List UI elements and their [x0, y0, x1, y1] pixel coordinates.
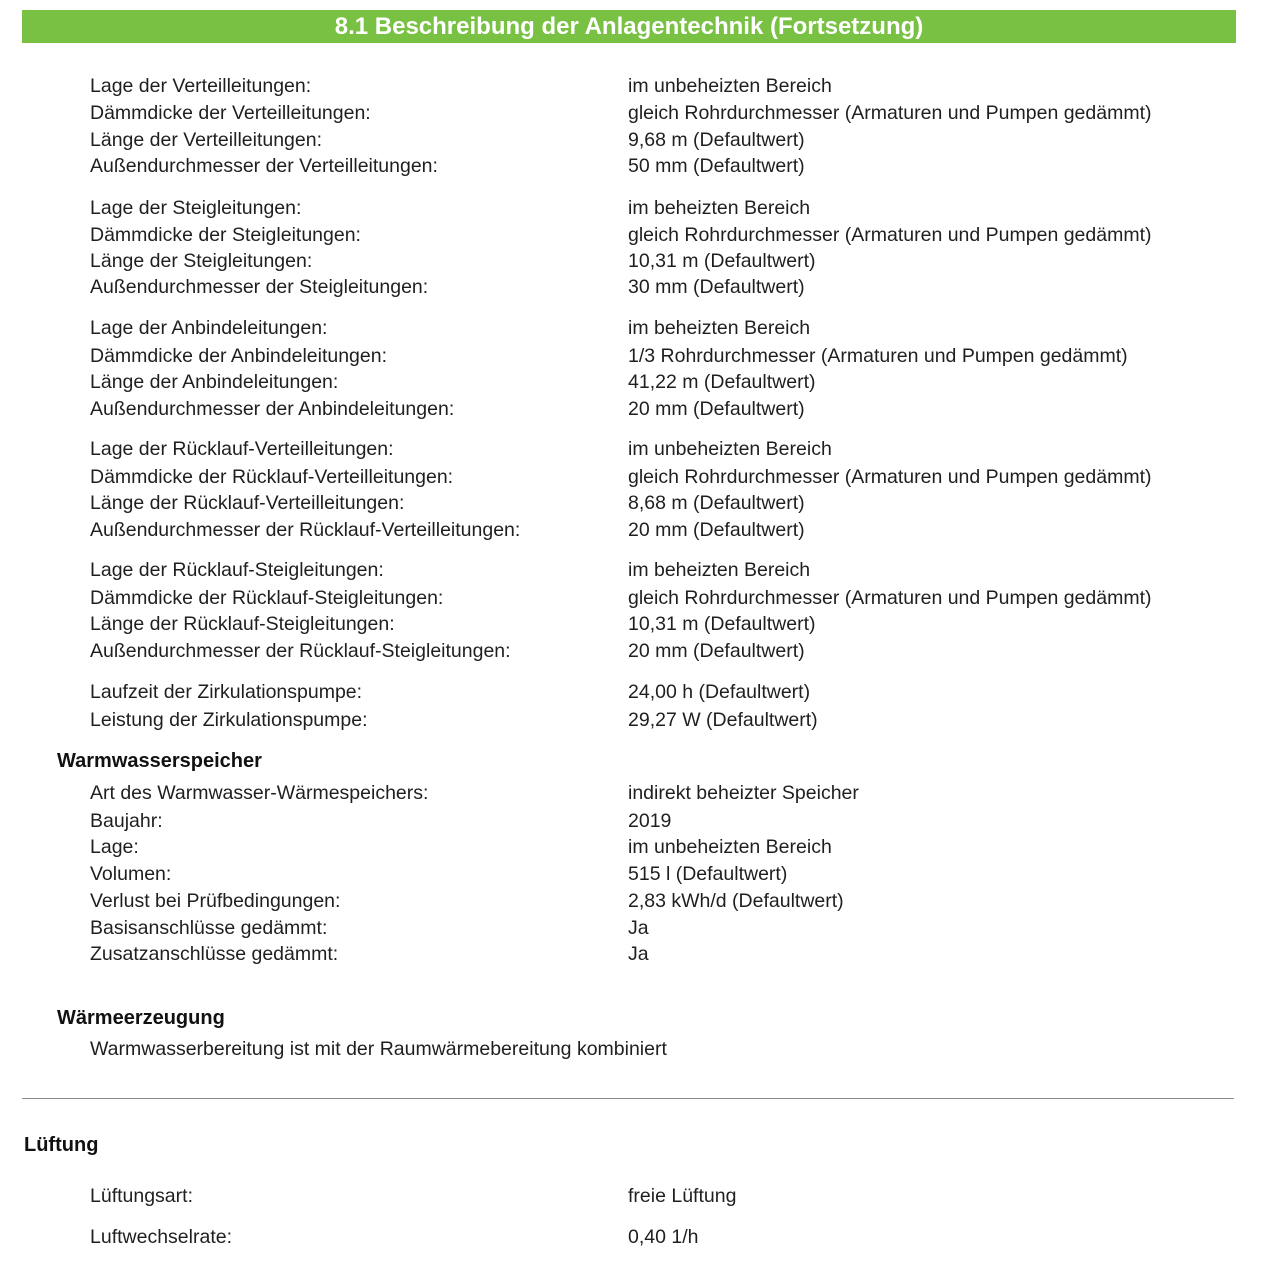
row-label: Dämmdicke der Steigleitungen:	[90, 224, 361, 246]
detail-row	[0, 1224, 1280, 1250]
row-value: 50 mm (Defaultwert)	[628, 155, 805, 177]
row-label: Lage der Anbindeleitungen:	[90, 317, 328, 339]
detail-row	[0, 707, 1280, 733]
row-value: im unbeheizten Bereich	[628, 75, 832, 97]
detail-row	[0, 436, 1280, 462]
row-label: Außendurchmesser der Steigleitungen:	[90, 276, 429, 298]
ventilation-title: Lüftung	[24, 1134, 99, 1156]
row-value: 515 l (Defaultwert)	[628, 863, 788, 885]
row-label: Länge der Verteilleitungen:	[90, 129, 323, 151]
section-title: 8.1 Beschreibung der Anlagentechnik (Fortsetzung)	[334, 13, 924, 40]
row-value: gleich Rohrdurchmesser (Armaturen und Pumpen gedämmt)	[628, 466, 1152, 488]
row-label: Lage der Rücklauf-Steigleitungen:	[90, 559, 384, 581]
row-label: Lage der Rücklauf-Verteilleitungen:	[90, 438, 394, 460]
row-value: indirekt beheizter Speicher	[628, 782, 859, 804]
row-label: Außendurchmesser der Verteilleitungen:	[90, 155, 438, 177]
detail-row	[0, 861, 1280, 887]
detail-row	[0, 517, 1280, 543]
row-value: 41,22 m (Defaultwert)	[628, 371, 816, 393]
row-label: Länge der Anbindeleitungen:	[90, 371, 339, 393]
detail-row	[0, 195, 1280, 221]
row-label: Länge der Steigleitungen:	[90, 250, 313, 272]
detail-row	[0, 490, 1280, 516]
generation-text: Warmwasserbereitung ist mit der Raumwärmebereitung kombiniert	[90, 1038, 667, 1060]
detail-row	[0, 274, 1280, 300]
detail-row	[0, 73, 1280, 99]
row-label: Länge der Rücklauf-Steigleitungen:	[90, 613, 395, 635]
row-label: Baujahr:	[90, 810, 163, 832]
detail-row	[0, 369, 1280, 395]
row-label: Außendurchmesser der Rücklauf-Steigleitungen:	[90, 640, 511, 662]
detail-row	[0, 127, 1280, 153]
detail-row	[0, 248, 1280, 274]
detail-row	[0, 888, 1280, 914]
row-label: Dämmdicke der Verteilleitungen:	[90, 102, 371, 124]
row-value: 0,40 1/h	[628, 1226, 699, 1248]
row-value: 20 mm (Defaultwert)	[628, 519, 805, 541]
row-label: Außendurchmesser der Rücklauf-Verteilleitungen:	[90, 519, 521, 541]
row-label: Länge der Rücklauf-Verteilleitungen:	[90, 492, 405, 514]
detail-row	[0, 915, 1280, 941]
row-label: Zusatzanschlüsse gedämmt:	[90, 943, 339, 965]
detail-row	[0, 222, 1280, 248]
row-value: gleich Rohrdurchmesser (Armaturen und Pumpen gedämmt)	[628, 102, 1152, 124]
detail-row	[0, 941, 1280, 967]
row-value: 20 mm (Defaultwert)	[628, 398, 805, 420]
row-value: 10,31 m (Defaultwert)	[628, 250, 816, 272]
detail-row	[0, 780, 1280, 806]
row-label: Volumen:	[90, 863, 172, 885]
row-label: Verlust bei Prüfbedingungen:	[90, 890, 341, 912]
detail-row	[0, 611, 1280, 637]
row-value: 10,31 m (Defaultwert)	[628, 613, 816, 635]
row-value: 24,00 h (Defaultwert)	[628, 681, 811, 703]
row-value: im beheizten Bereich	[628, 197, 811, 219]
row-value: im unbeheizten Bereich	[628, 438, 832, 460]
row-value: gleich Rohrdurchmesser (Armaturen und Pumpen gedämmt)	[628, 587, 1152, 609]
detail-row	[0, 315, 1280, 341]
storage-heading: Warmwasserspeicher	[57, 750, 262, 772]
row-label: Laufzeit der Zirkulationspumpe:	[90, 681, 363, 703]
row-value: 9,68 m (Defaultwert)	[628, 129, 805, 151]
row-label: Dämmdicke der Rücklauf-Verteilleitungen:	[90, 466, 454, 488]
row-label: Lage:	[90, 836, 139, 858]
row-value: 8,68 m (Defaultwert)	[628, 492, 805, 514]
detail-row	[0, 100, 1280, 126]
section-header	[22, 10, 1236, 43]
detail-row	[0, 679, 1280, 705]
row-value: Ja	[628, 943, 649, 965]
row-label: Art des Warmwasser-Wärmespeichers:	[90, 782, 429, 804]
row-label: Lage der Steigleitungen:	[90, 197, 302, 219]
row-label: Lage der Verteilleitungen:	[90, 75, 312, 97]
row-label: Leistung der Zirkulationspumpe:	[90, 709, 368, 731]
row-value: freie Lüftung	[628, 1185, 737, 1207]
row-value: im beheizten Bereich	[628, 317, 811, 339]
row-label: Basisanschlüsse gedämmt:	[90, 917, 328, 939]
detail-row	[0, 585, 1280, 611]
row-value: im unbeheizten Bereich	[628, 836, 832, 858]
row-value: 30 mm (Defaultwert)	[628, 276, 805, 298]
row-value: im beheizten Bereich	[628, 559, 811, 581]
row-value: Ja	[628, 917, 649, 939]
row-value: gleich Rohrdurchmesser (Armaturen und Pumpen gedämmt)	[628, 224, 1152, 246]
row-value: 2019	[628, 810, 672, 832]
row-value: 2,83 kWh/d (Defaultwert)	[628, 890, 844, 912]
detail-row	[0, 557, 1280, 583]
row-label: Luftwechselrate:	[90, 1226, 232, 1248]
detail-row	[0, 808, 1280, 834]
row-label: Lüftungsart:	[90, 1185, 193, 1207]
row-label: Außendurchmesser der Anbindeleitungen:	[90, 398, 455, 420]
row-label: Dämmdicke der Rücklauf-Steigleitungen:	[90, 587, 444, 609]
detail-row	[0, 153, 1280, 179]
row-value: 20 mm (Defaultwert)	[628, 640, 805, 662]
detail-row	[0, 834, 1280, 860]
row-label: Dämmdicke der Anbindeleitungen:	[90, 345, 388, 367]
detail-row	[0, 1183, 1280, 1209]
detail-row	[0, 638, 1280, 664]
generation-heading: Wärmeerzeugung	[57, 1007, 225, 1029]
detail-row	[0, 396, 1280, 422]
detail-row	[0, 343, 1280, 369]
divider	[22, 1098, 1234, 1099]
detail-row	[0, 464, 1280, 490]
row-value: 29,27 W (Defaultwert)	[628, 709, 818, 731]
row-value: 1/3 Rohrdurchmesser (Armaturen und Pumpen gedämmt)	[628, 345, 1128, 367]
